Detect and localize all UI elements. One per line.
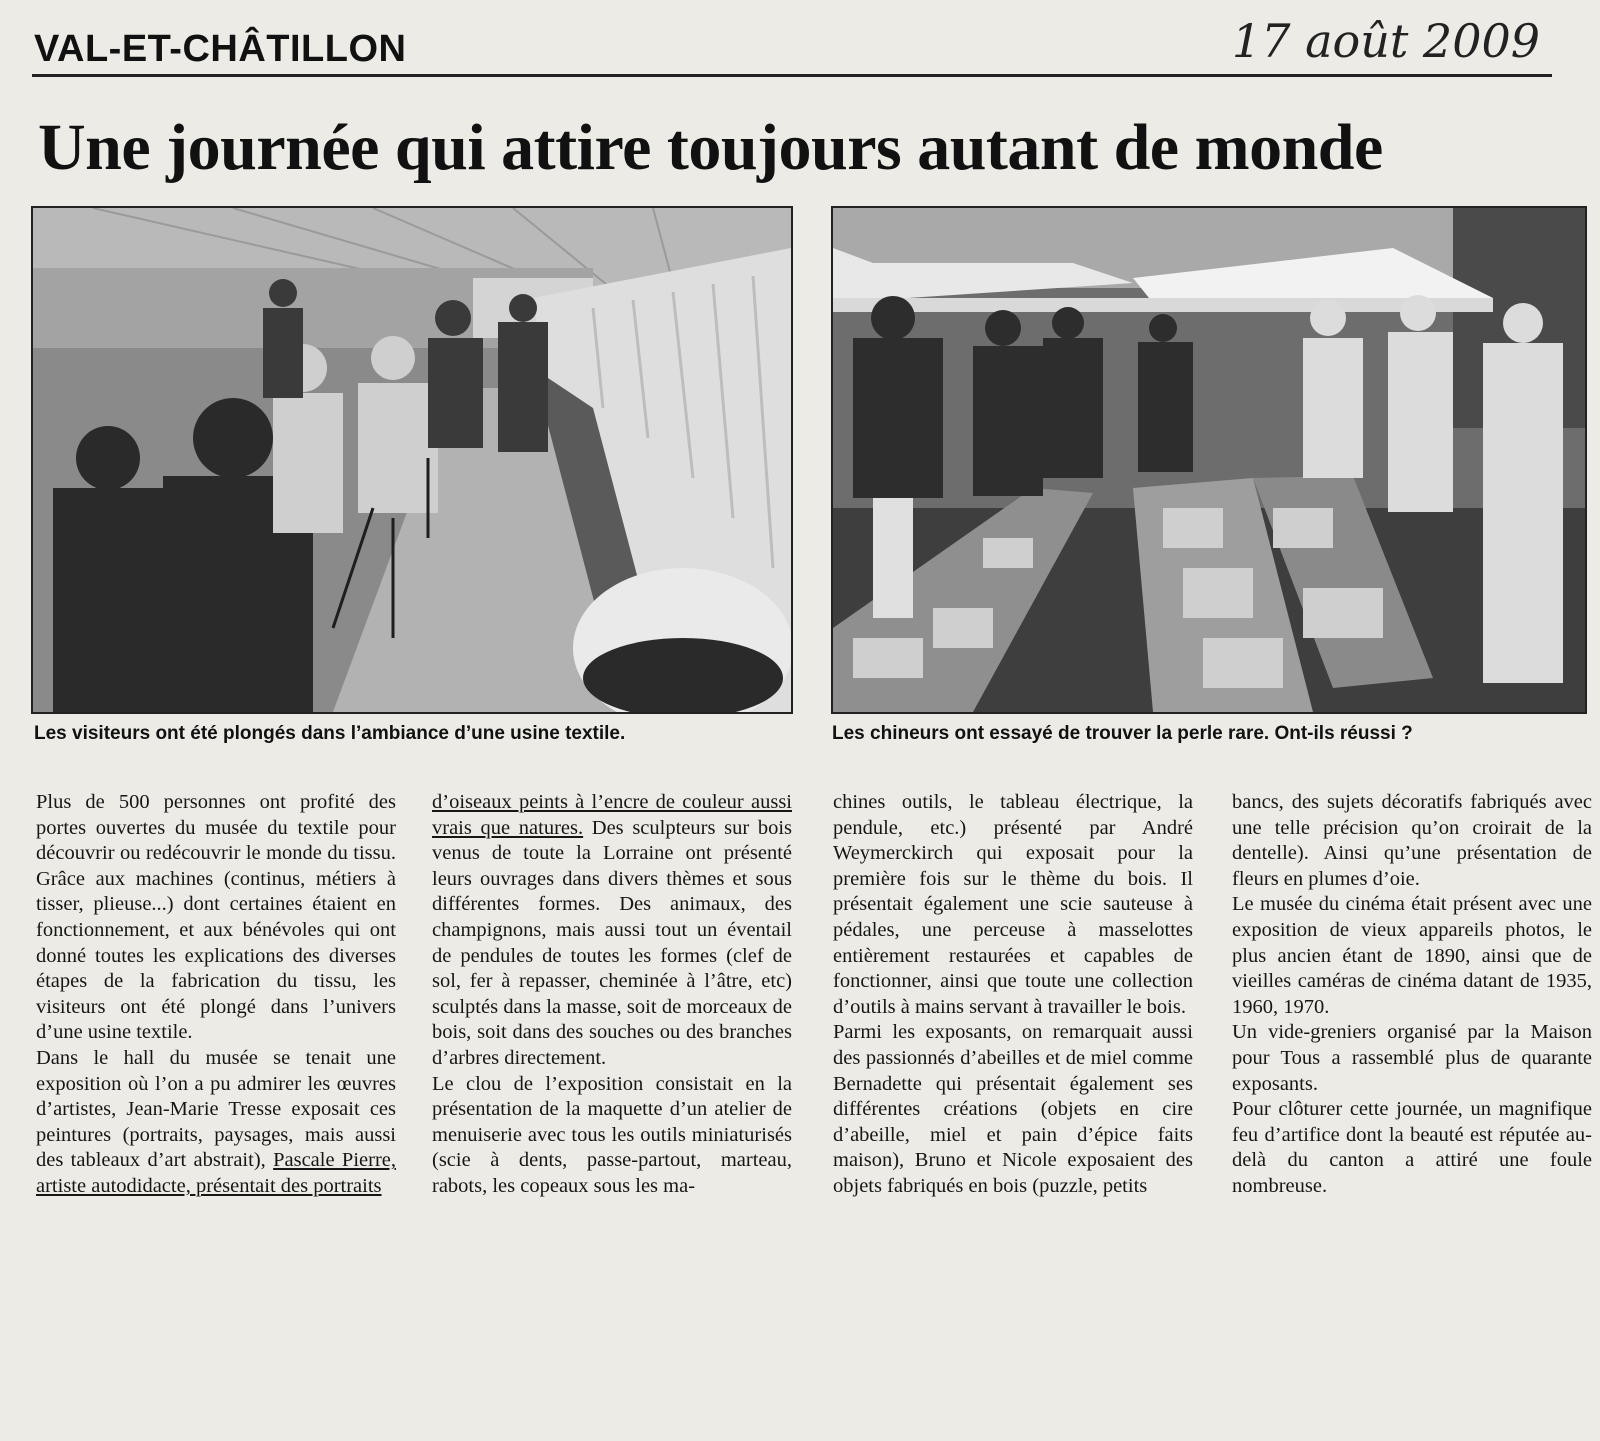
photo-flea-market bbox=[831, 206, 1587, 714]
section-title: VAL-ET-CHÂTILLON bbox=[34, 28, 407, 70]
article-column-1 bbox=[36, 790, 396, 1200]
header-rule bbox=[32, 74, 1552, 77]
headline: Une journée qui attire toujours autant de monde bbox=[38, 111, 1383, 184]
article-column-2 bbox=[432, 790, 792, 1200]
underlined-text: Pascale Pierre, artiste autodidacte, présentait des portraits bbox=[36, 1149, 396, 1197]
paragraph: Pour clôturer cette journée, un magnifique feu d’artifice dont la beauté est réputée au-delà du canton a attiré une foule nombreuse. bbox=[1232, 1098, 1592, 1197]
photo-caption-left: Les visiteurs ont été plongés dans l’ambiance d’une usine textile. bbox=[34, 723, 626, 744]
paragraph bbox=[432, 790, 792, 1072]
photo-flea-market-image bbox=[833, 208, 1585, 712]
paragraph bbox=[36, 1046, 396, 1200]
article-column-4 bbox=[1232, 790, 1592, 1200]
paragraph: Un vide-greniers organisé par la Maison pour Tous a rassemblé plus de quarante exposants. bbox=[1232, 1021, 1592, 1095]
paragraph: Le clou de l’exposition consistait en la présentation de la maquette d’un atelier de menuiserie avec tous les outils miniaturisés (scie à dents, passe-partout, marteau, rabots, les copeaux sous les ma- bbox=[432, 1072, 792, 1197]
paragraph-text: Dans le hall du musée se tenait une exposition où l’on a pu admirer les œuvres d’artistes, Jean-Marie Tresse exposait ces peintures (portraits, paysages, mais aussi des tableaux d’art abstrait), bbox=[36, 1046, 396, 1172]
paragraph: bancs, des sujets décoratifs fabriqués avec une telle précision qu’on croirait de la dentelle). Ainsi qu’une présentation de fleurs en plumes d’oie. bbox=[1232, 791, 1592, 890]
photo-textile-factory-image bbox=[33, 208, 791, 712]
handwritten-date: 17 août 2009 bbox=[1231, 14, 1540, 68]
article-column-3 bbox=[833, 790, 1193, 1200]
paragraph: Plus de 500 personnes ont profité des portes ouvertes du musée du textile pour découvrir ou redécouvrir le monde du tissu. Grâce aux machines (continus, métiers à tisser, plieuse...) dont certaines étaient en fonctionnement, et aux bénévoles qui ont donné toutes les explications des diverses étapes de la fabrication du tissu, les visiteurs ont été plongé dans l’univers d’une usine textile. bbox=[36, 791, 396, 1044]
underlined-text: d’oiseaux peints à l’encre de couleur aussi vrais que natures. bbox=[432, 791, 792, 839]
photo-textile-factory bbox=[31, 206, 793, 714]
paragraph-text: Des sculpteurs sur bois venus de toute la Lorraine ont présenté leurs ouvrages dans divers thèmes et sous différentes formes. Des animaux, des champignons, mais aussi tout un éventail de pendules de toutes les formes (clef de sol, fer à repasser, cheminée à l’âtre, etc) sculptés dans la masse, soit de morceaux de bois, soit dans des souches ou des branches d’arbres directement. bbox=[432, 816, 793, 1069]
paragraph: chines outils, le tableau électrique, la pendule, etc.) présenté par André Weymerckirch qui exposait pour la première fois sur le thème du bois. Il présentait également une scie sauteuse à pédales, une perceuse à masselottes entièrement restaurées et capables de fonctionner, ainsi que toute une collection d’outils à mains servant à travailler le bois. bbox=[833, 791, 1193, 1018]
paragraph: Le musée du cinéma était présent avec une exposition de vieux appareils photos, le plus ancien étant de 1890, ainsi que de vieilles caméras de cinéma datant de 1935, 1960, 1970. bbox=[1232, 893, 1592, 1018]
photo-caption-right: Les chineurs ont essayé de trouver la perle rare. Ont-ils réussi ? bbox=[832, 723, 1413, 744]
paragraph: Parmi les exposants, on remarquait aussi des passionnés d’abeilles et de miel comme Bernadette qui présentait également ses différentes créations (objets en cire d’abeille, miel et pain d’épice faits maison), Bruno et Nicole exposaient des objets fabriqués en bois (puzzle, petits bbox=[833, 1021, 1193, 1197]
